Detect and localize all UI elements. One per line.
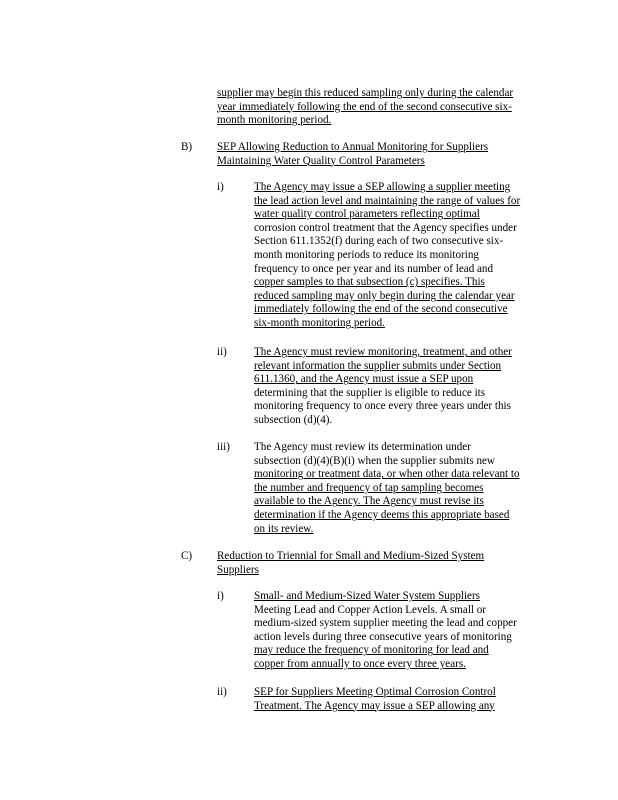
text-line: 611.1360, and the Agency must issue a SEP upon: [254, 373, 474, 386]
text-line: frequency to once per year and its number of lead and: [254, 262, 494, 275]
text-line: six-month monitoring period.: [254, 316, 385, 329]
text-line: immediately following the end of the second consecutive: [254, 303, 508, 316]
section-b-title: [217, 141, 488, 168]
section-b-label: B): [181, 141, 193, 153]
section-b-item-i-label: i): [217, 181, 224, 193]
text-line: subsection (d)(4)(B)(i) when the supplier submits new: [254, 454, 495, 467]
text-line: month monitoring periods to reduce its monitoring: [254, 248, 479, 261]
text-line: Small- and Medium-Sized Water System Suppliers: [254, 590, 480, 602]
section-b-item-i-text: [254, 181, 520, 331]
text-line: The Agency may issue a SEP allowing a supplier meeting: [254, 181, 511, 193]
section-c-item-i-label: i): [217, 590, 224, 602]
text-line: water quality control parameters reflecting optimal: [254, 208, 480, 221]
text-line: copper samples to that subsection (c) specifies. This: [254, 276, 485, 289]
text-line: supplier may begin this reduced sampling only during the calendar: [217, 87, 514, 99]
section-c-item-i-text: [254, 590, 517, 672]
text-line: may reduce the frequency of monitoring for lead and: [254, 644, 489, 657]
section-b-item-ii-text: [254, 346, 512, 428]
text-line: year immediately following the end of the second consecutive six-: [217, 100, 512, 113]
section-c-item-ii-label: ii): [217, 686, 227, 698]
text-line: relevant information the supplier submits under Section: [254, 359, 502, 372]
text-line: Reduction to Triennial for Small and Medium-Sized System: [217, 550, 485, 562]
text-line: corrosion control treatment that the Agency specifies under: [254, 221, 517, 234]
text-line: The Agency must review its determination under: [254, 441, 471, 453]
text-line: determining that the supplier is eligible to reduce its: [254, 386, 486, 399]
section-b-item-iii-text: [254, 441, 520, 536]
text-line: Maintaining Water Quality Control Parameters: [217, 154, 425, 167]
text-line: Treatment. The Agency may issue a SEP allowing any: [254, 699, 495, 712]
section-c-item-ii-text: [254, 686, 496, 713]
text-line: available to the Agency. The Agency must revise its: [254, 495, 484, 508]
text-line: on its review.: [254, 522, 314, 535]
text-line: the number and frequency of tap sampling becomes: [254, 481, 484, 494]
text-line: action levels during three consecutive years of monitoring: [254, 630, 512, 643]
text-line: The Agency must review monitoring, treatment, and other: [254, 346, 512, 358]
text-line: SEP Allowing Reduction to Annual Monitoring for Suppliers: [217, 141, 489, 153]
text-line: medium-sized system supplier meeting the lead and copper: [254, 617, 517, 630]
text-line: determination if the Agency deems this appropriate based: [254, 508, 510, 521]
text-line: reduced sampling may only begin during the calendar year: [254, 289, 515, 302]
continuation-paragraph: [217, 87, 513, 128]
text-line: month monitoring period.: [217, 114, 332, 127]
text-line: monitoring or treatment data, or when other data relevant to: [254, 468, 520, 481]
text-line: SEP for Suppliers Meeting Optimal Corrosion Control: [254, 686, 496, 698]
text-line: Suppliers: [217, 563, 259, 576]
text-line: Meeting Lead and Copper Action Levels. A small or: [254, 603, 486, 616]
text-line: Section 611.1352(f) during each of two consecutive six-: [254, 235, 504, 248]
text-line: the lead action level and maintaining the range of values for: [254, 194, 521, 207]
text-line: monitoring frequency to once every three years under this: [254, 400, 511, 413]
section-c-title: [217, 550, 484, 577]
section-c-label: C): [181, 550, 193, 562]
text-line: subsection (d)(4).: [254, 413, 333, 426]
section-b-item-iii-label: iii): [217, 441, 230, 453]
text-line: copper from annually to once every three years.: [254, 657, 466, 670]
section-b-item-ii-label: ii): [217, 346, 227, 358]
